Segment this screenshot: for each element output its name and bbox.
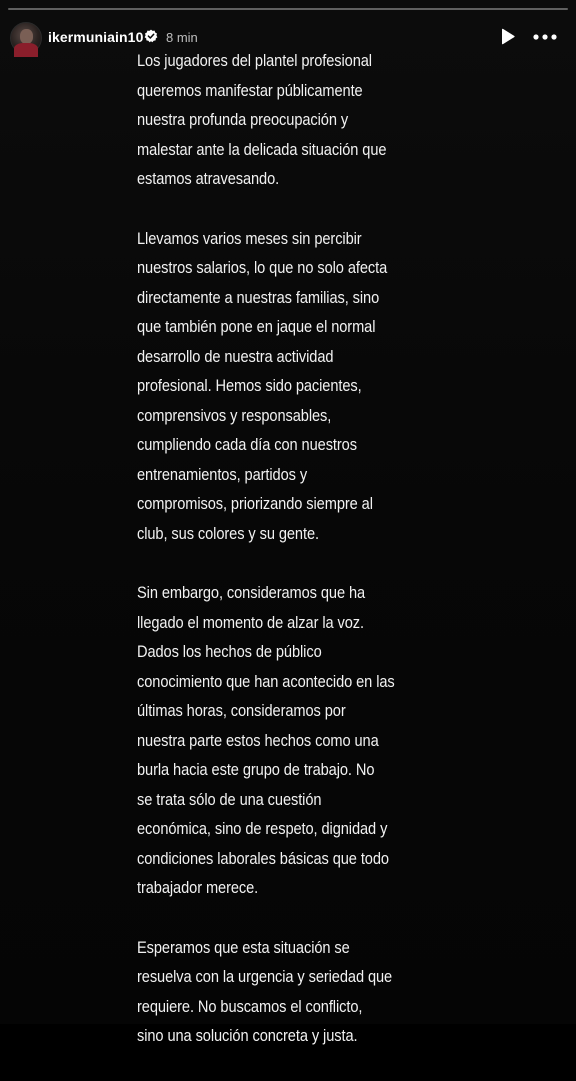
statement-paragraph-3: Sin embargo, consideramos que ha llegado el momento de alzar la voz. Dados los hechos de público conocimiento que han acontecido en las últimas horas, consideramos por nuestra parte estos hechos como una burla hacia este grupo de trabajo. No se trata sólo de una cuestión económica, sino de respeto, dignidad y condiciones laborales básicas que todo trabajador merece. [137,583,395,897]
username[interactable]: ikermuniain10 [48,29,144,45]
statement-paragraph-2: Llevamos varios meses sin percibir nuestros salarios, lo que no solo afecta directamente a nuestras familias, sino que también pone en jaque el normal desarrollo de nuestra actividad profesional. Hemos sido pacientes, comprensivos y responsables, cumpliendo cada día con nuestros entrenamientos, partidos y compromisos, priorizando siempre al club, sus colores y su gente. [137,228,388,543]
statement-paragraph-1: Los jugadores del plantel profesional queremos manifestar públicamente nuestra profunda preocupación y malestar ante la delicada situación que estamos atravesando. [137,51,387,188]
avatar-face [20,29,33,44]
verified-badge-icon [144,29,158,43]
more-horizontal-icon[interactable] [530,26,560,48]
avatar[interactable] [10,22,42,54]
story-statement-text [137,46,395,1081]
story-progress-bar [8,8,568,10]
statement-paragraph-4: Esperamos que esta situación se resuelva con la urgencia y seriedad que requiere. No buscamos el conflicto, sino una solución concreta y justa. [137,937,393,1045]
story-time: 8 min [166,30,198,45]
play-icon[interactable] [496,26,518,48]
avatar-shirt [14,43,38,57]
